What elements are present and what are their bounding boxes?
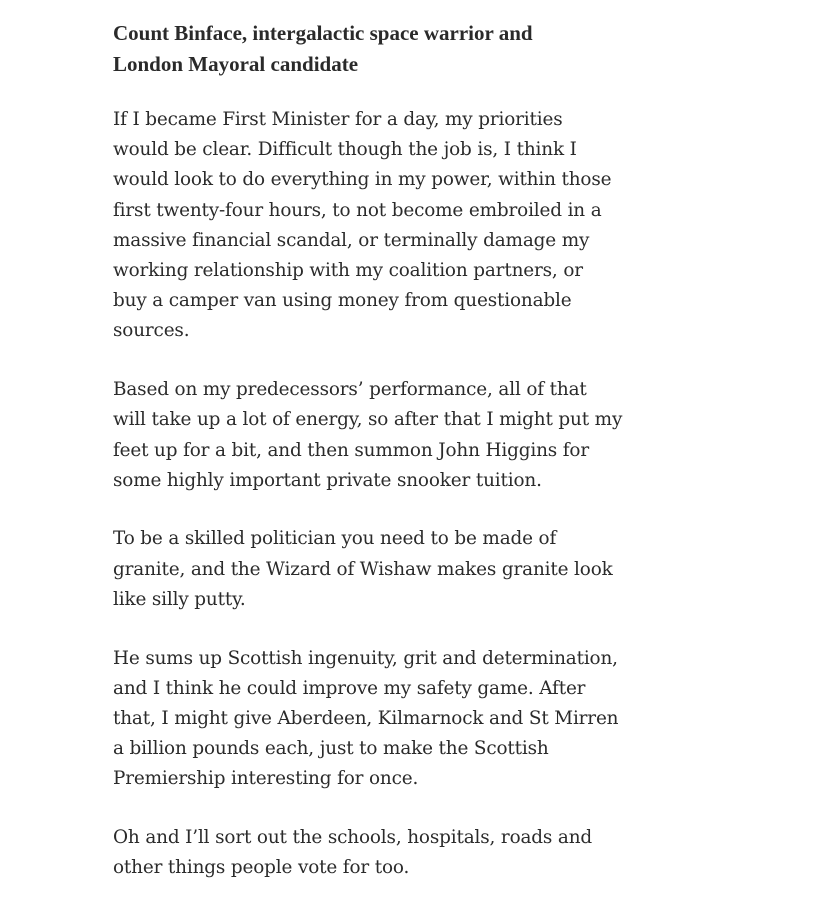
text-line: and I think he could improve my safety game. After xyxy=(113,677,586,699)
text-line: would be clear. Difficult though the job is, I think I xyxy=(113,139,577,161)
text-line: sources. xyxy=(113,320,190,342)
article-body xyxy=(113,18,673,912)
paragraph-scottish-ingenuity xyxy=(113,644,673,795)
text-line: that, I might give Aberdeen, Kilmarnock and St Mirren xyxy=(113,707,619,729)
text-line: like silly putty. xyxy=(113,588,246,610)
text-line: massive financial scandal, or terminally damage my xyxy=(113,229,590,251)
heading-line: Count Binface, intergalactic space warrior and xyxy=(113,21,533,45)
text-line: a billion pounds each, just to make the Scottish xyxy=(113,738,549,760)
paragraph-first-minister xyxy=(113,105,673,347)
paragraph-schools xyxy=(113,823,673,883)
article-heading xyxy=(113,18,673,79)
text-line: working relationship with my coalition partners, or xyxy=(113,260,583,282)
paragraph-predecessors xyxy=(113,375,673,496)
text-line: Based on my predecessors’ performance, all of that xyxy=(113,379,587,401)
text-line: first twenty-four hours, to not become embroiled in a xyxy=(113,199,602,221)
paragraph-granite xyxy=(113,524,673,615)
text-line: He sums up Scottish ingenuity, grit and determination, xyxy=(113,647,618,669)
text-line: some highly important private snooker tuition. xyxy=(113,469,542,491)
heading-line: London Mayoral candidate xyxy=(113,51,359,76)
text-line: other things people vote for too. xyxy=(113,857,410,879)
text-line: will take up a lot of energy, so after that I might put my xyxy=(113,409,623,431)
text-line: feet up for a bit, and then summon John Higgins for xyxy=(113,439,589,461)
text-line: would look to do everything in my power, within those xyxy=(113,169,612,191)
text-line: buy a camper van using money from questionable xyxy=(113,290,572,312)
text-line: If I became First Minister for a day, my priorities xyxy=(113,109,563,130)
text-line: granite, and the Wizard of Wishaw makes granite look xyxy=(113,558,613,580)
text-line: Oh and I’ll sort out the schools, hospitals, roads and xyxy=(113,827,593,849)
text-line: To be a skilled politician you need to be made of xyxy=(113,528,557,550)
text-line: Premiership interesting for once. xyxy=(113,768,419,790)
